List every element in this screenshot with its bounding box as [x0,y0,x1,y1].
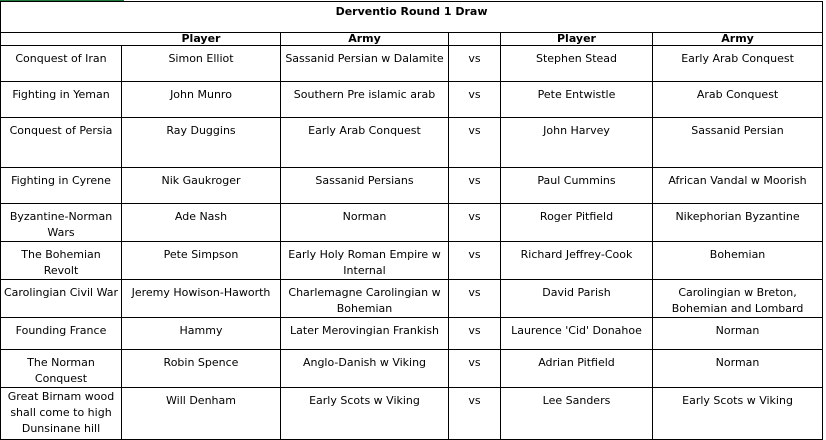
player2-cell: Paul Cummins [501,168,653,204]
player2-cell: Stephen Stead [501,46,653,82]
army2-cell: Early Arab Conquest [653,46,823,82]
scenario-cell: Carolingian Civil War [1,280,122,318]
table-row [1,82,823,118]
army1-cell: Sassanid Persians [281,168,449,204]
table-row [1,168,823,204]
army1-cell: Charlemagne Carolingian w Bohemian [281,280,449,318]
player1-cell: Ade Nash [122,204,281,242]
army2-cell: Norman [653,318,823,350]
player1-cell: Simon Elliot [122,46,281,82]
player1-cell: Pete Simpson [122,242,281,280]
army1-cell: Sassanid Persian w Dalamite [281,46,449,82]
player2-cell: John Harvey [501,118,653,168]
vs-cell: vs [449,388,501,440]
scenario-cell: Fighting in Yeman [1,82,122,118]
title-row [1,2,823,33]
scenario-cell: Conquest of Iran [1,46,122,82]
scenario-cell: The Norman Conquest [1,350,122,388]
army2-cell: African Vandal w Moorish [653,168,823,204]
army1-cell: Southern Pre islamic arab [281,82,449,118]
player2-cell: David Parish [501,280,653,318]
header-row [1,33,823,46]
army1-cell: Early Scots w Viking [281,388,449,440]
table-row [1,318,823,350]
army2-cell: Sassanid Persian [653,118,823,168]
player1-cell: Nik Gaukroger [122,168,281,204]
header-blank-vs [449,33,501,46]
player1-cell: Will Denham [122,388,281,440]
table-title: Derventio Round 1 Draw [1,2,823,33]
player2-cell: Lee Sanders [501,388,653,440]
vs-cell: vs [449,204,501,242]
army2-cell: Arab Conquest [653,82,823,118]
player2-cell: Roger Pitfield [501,204,653,242]
vs-cell: vs [449,46,501,82]
scenario-cell: Fighting in Cyrene [1,168,122,204]
vs-cell: vs [449,118,501,168]
vs-cell: vs [449,350,501,388]
table-row [1,388,823,440]
army1-cell: Anglo-Danish w Viking [281,350,449,388]
header-player-2: Player [501,33,653,46]
vs-cell: vs [449,318,501,350]
player2-cell: Pete Entwistle [501,82,653,118]
scenario-cell: Conquest of Persia [1,118,122,168]
army1-cell: Norman [281,204,449,242]
player2-cell: Richard Jeffrey-Cook [501,242,653,280]
army2-cell: Bohemian [653,242,823,280]
table-row [1,350,823,388]
table-row [1,204,823,242]
army1-cell: Early Arab Conquest [281,118,449,168]
player1-cell: John Munro [122,82,281,118]
draw-table [0,1,823,440]
header-army-2: Army [653,33,823,46]
player2-cell: Adrian Pitfield [501,350,653,388]
player1-cell: Ray Duggins [122,118,281,168]
header-blank-scenario [1,33,122,46]
scenario-cell: Founding France [1,318,122,350]
army1-cell: Early Holy Roman Empire w Internal [281,242,449,280]
army1-cell: Later Merovingian Frankish [281,318,449,350]
army2-cell: Nikephorian Byzantine [653,204,823,242]
player2-cell: Laurence 'Cid' Donahoe [501,318,653,350]
table-row [1,46,823,82]
scenario-cell: Byzantine-Norman Wars [1,204,122,242]
scenario-cell: Great Birnam wood shall come to high Dunsinane hill [1,388,122,440]
header-player-1: Player [122,33,281,46]
header-army-1: Army [281,33,449,46]
table-row [1,280,823,318]
vs-cell: vs [449,168,501,204]
vs-cell: vs [449,82,501,118]
army2-cell: Early Scots w Viking [653,388,823,440]
army2-cell: Norman [653,350,823,388]
table-row [1,118,823,168]
player1-cell: Jeremy Howison-Haworth [122,280,281,318]
scenario-cell: The Bohemian Revolt [1,242,122,280]
vs-cell: vs [449,242,501,280]
army2-cell: Carolingian w Breton, Bohemian and Lombard [653,280,823,318]
player1-cell: Hammy [122,318,281,350]
player1-cell: Robin Spence [122,350,281,388]
table-row [1,242,823,280]
vs-cell: vs [449,280,501,318]
